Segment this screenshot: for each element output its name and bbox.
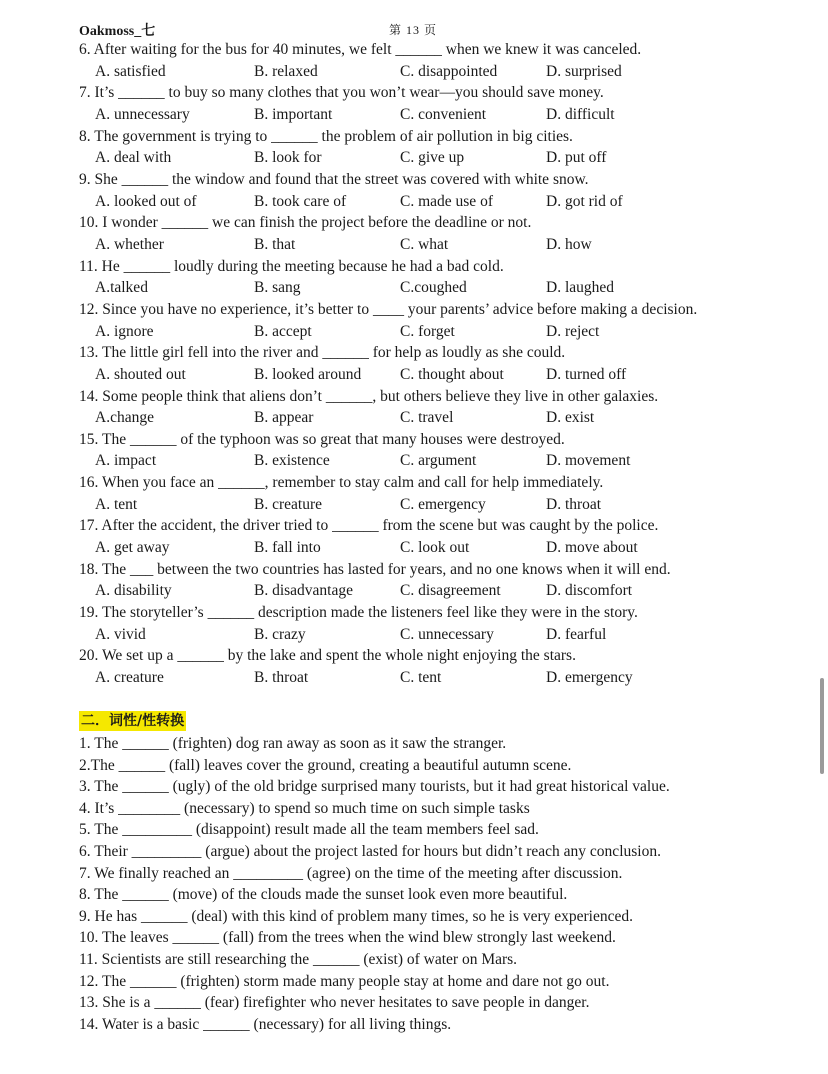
option-d: D. laughed — [546, 279, 615, 297]
options-row — [79, 321, 779, 343]
question-stem: 18. The ___ between the two countries has lasted for years, and no one knows when it will end. — [79, 560, 671, 578]
option-c: C. argument — [400, 452, 477, 470]
question-stem: 17. After the accident, the driver tried to ______ from the scene but was caught by the police. — [79, 517, 659, 535]
scrollbar-thumb[interactable] — [820, 678, 824, 774]
options-row — [79, 61, 779, 83]
word-form-item: 6. Their _________ (argue) about the project lasted for hours but didn’t reach any conclusion. — [79, 842, 661, 860]
option-c: C. made use of — [400, 192, 493, 210]
option-a: A. looked out of — [95, 192, 197, 210]
word-form-item: 14. Water is a basic ______ (necessary) for all living things. — [79, 1015, 452, 1033]
question-stem: 13. The little girl fell into the river and ______ for help as loudly as she could. — [79, 344, 566, 362]
option-d: D. fearful — [546, 625, 607, 643]
word-form-item: 1. The ______ (frighten) dog ran away as soon as it saw the stranger. — [79, 735, 507, 752]
question-stem: 10. I wonder ______ we can finish the project before the deadline or not. — [79, 214, 532, 232]
option-a: A. tent — [95, 495, 138, 513]
question-stem: 7. It’s ______ to buy so many clothes that you won’t wear—you should save money. — [79, 84, 604, 102]
word-form-item: 11. Scientists are still researching the ______ (exist) of water on Mars. — [79, 950, 518, 968]
word-form-item: 12. The ______ (frighten) storm made many people stay at home and dare not go out. — [79, 972, 610, 990]
question-stem: 16. When you face an ______, remember to stay calm and call for help immediately. — [79, 474, 604, 492]
option-c: C. disappointed — [400, 62, 498, 80]
option-b: B. relaxed — [254, 62, 318, 80]
options-row — [79, 234, 779, 256]
option-d: D. surprised — [546, 62, 622, 80]
option-a: A. unnecessary — [95, 105, 190, 123]
option-b: B. appear — [254, 409, 314, 427]
page-number: 第 13 页 — [389, 23, 438, 37]
option-a: A. disability — [95, 582, 172, 600]
word-form-item: 7. We finally reached an _________ (agree) on the time of the meeting after discussion. — [79, 864, 623, 882]
option-b: B. took care of — [254, 192, 347, 210]
word-form-section — [79, 733, 779, 1035]
option-d: D. how — [546, 235, 592, 253]
option-a: A. vivid — [95, 625, 146, 643]
option-c: C. look out — [400, 539, 470, 557]
option-d: D. difficult — [546, 105, 615, 123]
option-c: C.coughed — [400, 279, 467, 297]
options-row — [79, 104, 779, 126]
options-row — [79, 494, 779, 516]
option-b: B. fall into — [254, 539, 321, 557]
option-c: C. what — [400, 235, 449, 253]
option-b: B. crazy — [254, 625, 306, 643]
word-form-item: 9. He has ______ (deal) with this kind of problem many times, so he is very experienced. — [79, 907, 633, 925]
options-row — [79, 191, 779, 213]
option-b: B. sang — [254, 279, 301, 297]
option-c: C. emergency — [400, 495, 486, 513]
options-row — [79, 667, 779, 689]
options-row — [79, 537, 779, 559]
option-b: B. important — [254, 105, 333, 123]
word-form-item: 10. The leaves ______ (fall) from the trees when the wind blew strongly last weekend. — [79, 929, 616, 947]
option-a: A. get away — [95, 539, 170, 557]
question-stem: 19. The storyteller’s ______ description made the listeners feel like they were in the story. — [79, 604, 638, 622]
option-b: B. accept — [254, 322, 312, 340]
word-form-item: 2.The ______ (fall) leaves cover the ground, creating a beautiful autumn scene. — [79, 756, 572, 774]
option-d: D. reject — [546, 322, 600, 340]
option-a: A.talked — [95, 279, 148, 297]
option-d: D. move about — [546, 539, 638, 557]
option-d: D. turned off — [546, 365, 627, 383]
options-row — [79, 147, 779, 169]
question-stem: 15. The ______ of the typhoon was so great that many houses were destroyed. — [79, 430, 565, 448]
option-c: C. forget — [400, 322, 455, 340]
question-stem: 12. Since you have no experience, it’s better to ____ your parents’ advice before making a decision. — [79, 300, 698, 318]
option-d: D. put off — [546, 149, 607, 167]
multiple-choice-section — [79, 39, 779, 689]
option-d: D. got rid of — [546, 192, 623, 210]
option-d: D. emergency — [546, 669, 633, 687]
word-form-item: 8. The ______ (move) of the clouds made the sunset look even more beautiful. — [79, 886, 568, 904]
options-row — [79, 277, 779, 299]
option-c: C. travel — [400, 409, 454, 427]
option-a: A. deal with — [95, 149, 172, 167]
word-form-item: 5. The _________ (disappoint) result made all the team members feel sad. — [79, 821, 539, 839]
word-form-item: 13. She is a ______ (fear) firefighter who never hesitates to save people in danger. — [79, 994, 590, 1012]
option-b: B. creature — [254, 495, 322, 513]
option-d: D. movement — [546, 452, 631, 470]
options-row — [79, 407, 779, 429]
question-stem: 9. She ______ the window and found that the street was covered with white snow. — [79, 170, 589, 188]
option-a: A. whether — [95, 235, 164, 253]
question-stem: 20. We set up a ______ by the lake and spent the whole night enjoying the stars. — [79, 647, 576, 665]
option-b: B. look for — [254, 149, 322, 167]
header-author: Oakmoss_七 — [79, 24, 156, 39]
word-form-item: 4. It’s ________ (necessary) to spend so much time on such simple tasks — [79, 799, 530, 817]
option-c: C. convenient — [400, 105, 487, 123]
option-b: B. looked around — [254, 365, 362, 383]
option-a: A. shouted out — [95, 365, 186, 383]
question-stem: 8. The government is trying to ______ the problem of air pollution in big cities. — [79, 127, 573, 145]
option-d: D. exist — [546, 409, 595, 427]
options-row — [79, 580, 779, 602]
word-form-item: 3. The ______ (ugly) of the old bridge surprised many tourists, but it had great historical value. — [79, 778, 670, 796]
question-stem: 11. He ______ loudly during the meeting because he had a bad cold. — [79, 257, 504, 275]
option-b: B. existence — [254, 452, 330, 470]
options-row — [79, 624, 779, 646]
question-stem: 6. After waiting for the bus for 40 minutes, we felt ______ when we knew it was canceled. — [79, 41, 642, 58]
option-a: A.change — [95, 409, 154, 427]
option-c: C. disagreement — [400, 582, 501, 600]
option-a: A. creature — [95, 669, 164, 687]
question-stem: 14. Some people think that aliens don’t ______, but others believe they live in other galaxies. — [79, 387, 659, 405]
option-d: D. discomfort — [546, 582, 633, 600]
option-b: B. throat — [254, 669, 309, 687]
option-a: A. impact — [95, 452, 157, 470]
option-c: C. tent — [400, 669, 442, 687]
option-a: A. satisfied — [95, 62, 166, 80]
option-d: D. throat — [546, 495, 602, 513]
option-c: C. give up — [400, 149, 465, 167]
option-b: B. that — [254, 235, 296, 253]
option-a: A. ignore — [95, 322, 154, 340]
section-title: 二．词性/性转换 — [81, 713, 185, 729]
options-row — [79, 364, 779, 386]
option-c: C. thought about — [400, 365, 504, 383]
option-b: B. disadvantage — [254, 582, 354, 600]
option-c: C. unnecessary — [400, 625, 494, 643]
options-row — [79, 450, 779, 472]
